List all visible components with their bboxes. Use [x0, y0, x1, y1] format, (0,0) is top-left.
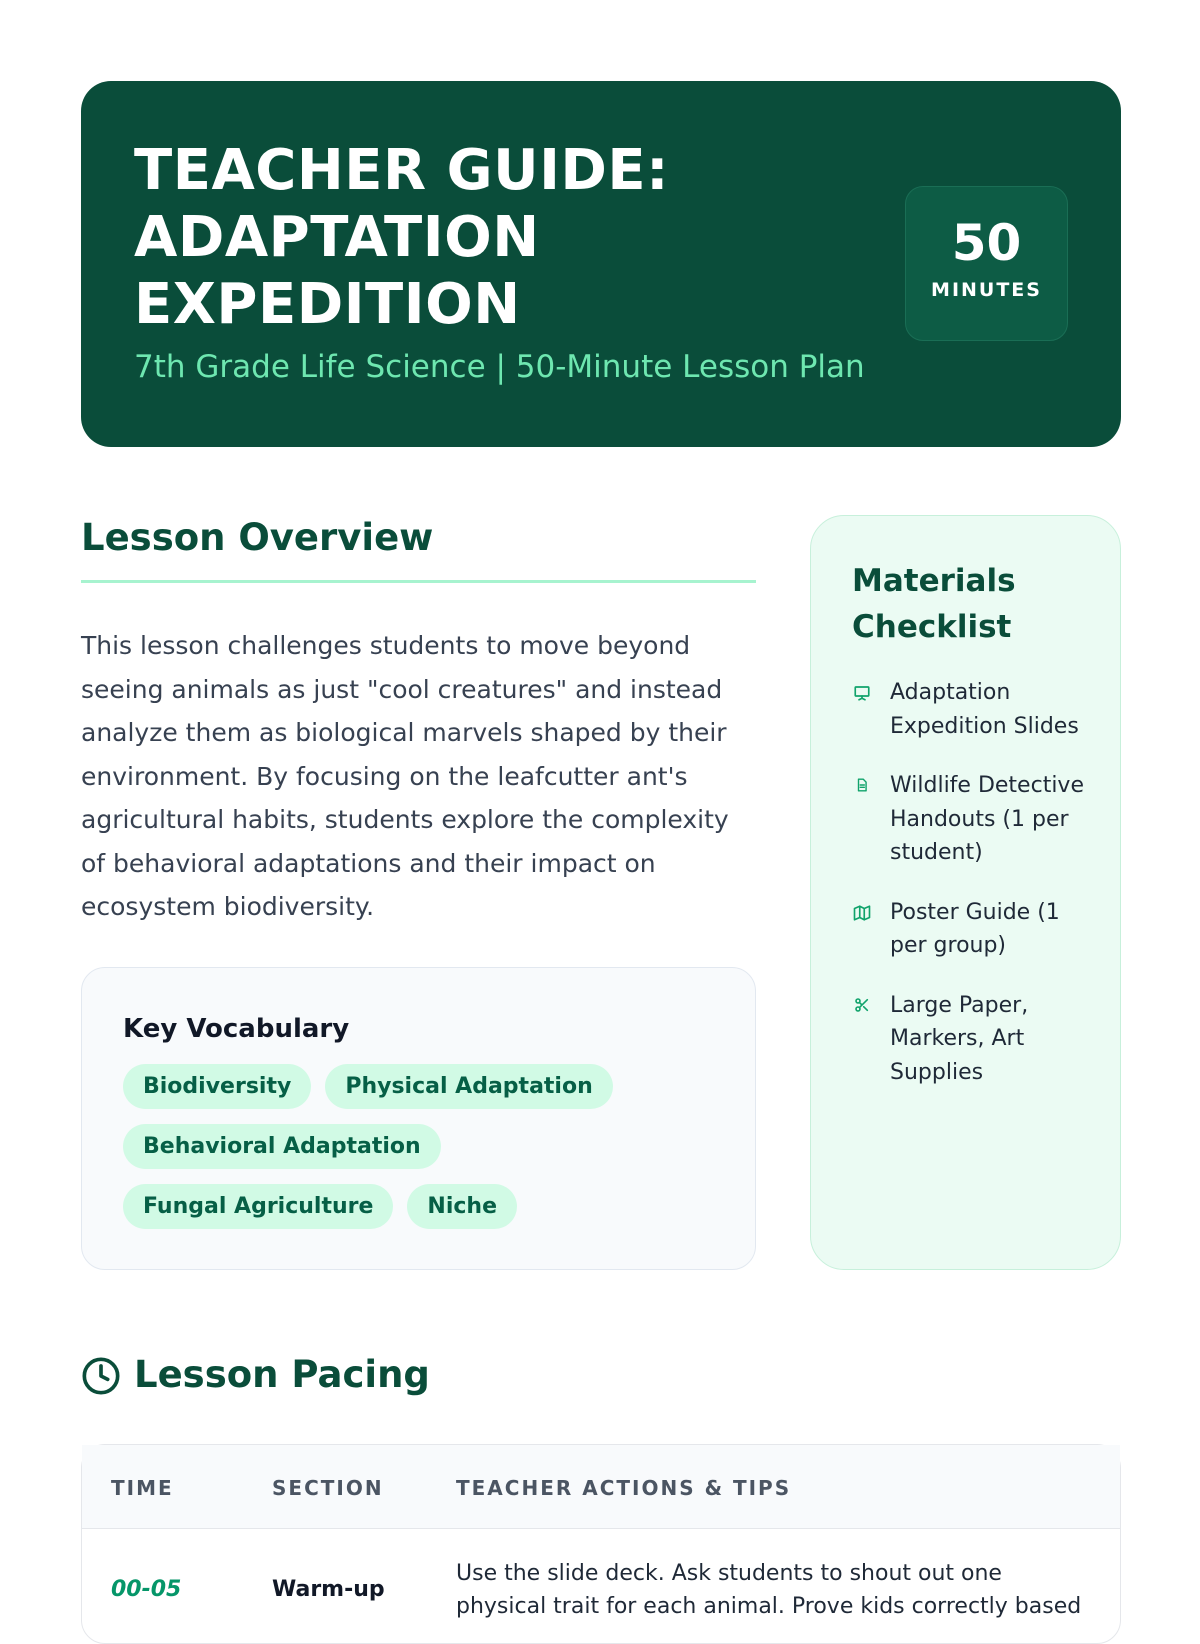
materials-item: [852, 676, 1102, 743]
presentation-icon: [852, 684, 872, 702]
header-section: SECTION: [272, 1476, 384, 1500]
overview-text: This lesson challenges students to move beyond seeing animals as just "cool creatures" and instead analyze them as biological marvels shaped by their environment. By focusing on the leafcutter ant's agricultural habits, students explore the complexity of behavioral adaptations and their impact on ecosystem biodiversity.: [81, 631, 729, 921]
materials-item-label: Poster Guide (1 per group): [890, 899, 1060, 958]
map-icon: [852, 904, 872, 922]
hero-banner: [81, 81, 1121, 447]
duration-badge: [905, 186, 1068, 341]
guide-subtitle: 7th Grade Life Science | 50-Minute Lesson Plan: [134, 349, 865, 385]
vocab-tag: Biodiversity: [123, 1064, 311, 1109]
vocab-tag: Fungal Agriculture: [123, 1184, 393, 1229]
pacing-table: [81, 1444, 1121, 1644]
pacing-heading: Lesson Pacing: [134, 1353, 430, 1396]
materials-list: [852, 676, 1102, 1115]
row-time: 00-05: [111, 1577, 182, 1602]
vocabulary-tags: [123, 1064, 723, 1229]
vocab-tag: Physical Adaptation: [325, 1064, 612, 1109]
row-notes: Use the slide deck. Ask students to shout out one physical trait for each animal. Prove kids correctly based: [456, 1561, 1082, 1619]
vocab-tag: Niche: [407, 1184, 517, 1229]
materials-item-label: Adaptation Expedition Slides: [890, 680, 1079, 739]
materials-item: [852, 896, 1102, 963]
materials-item: [852, 769, 1102, 870]
duration-unit: MINUTES: [931, 279, 1042, 301]
materials-item-label: Wildlife Detective Handouts (1 per student): [890, 773, 1084, 865]
row-section: Warm-up: [272, 1577, 385, 1602]
clock-icon: [81, 1356, 121, 1396]
table-row: [82, 1529, 1120, 1629]
duration-value: 50: [951, 214, 1022, 272]
overview-heading: Lesson Overview: [81, 516, 434, 559]
header-time: TIME: [111, 1476, 174, 1500]
materials-item: [852, 989, 1102, 1090]
vocab-tag: Behavioral Adaptation: [123, 1124, 441, 1169]
vocabulary-card: [81, 967, 756, 1270]
scissors-icon: [852, 997, 872, 1013]
materials-heading: Materials Checklist: [852, 563, 1016, 645]
materials-checklist: [810, 515, 1121, 1270]
overview-divider: [81, 580, 756, 583]
header-notes: TEACHER ACTIONS & TIPS: [456, 1476, 792, 1500]
vocabulary-heading: Key Vocabulary: [123, 1014, 350, 1044]
document-icon: [852, 777, 872, 793]
table-header: [82, 1445, 1120, 1529]
materials-item-label: Large Paper, Markers, Art Supplies: [890, 992, 1029, 1085]
guide-title: TEACHER GUIDE: ADAPTATION EXPEDITION: [134, 138, 670, 337]
